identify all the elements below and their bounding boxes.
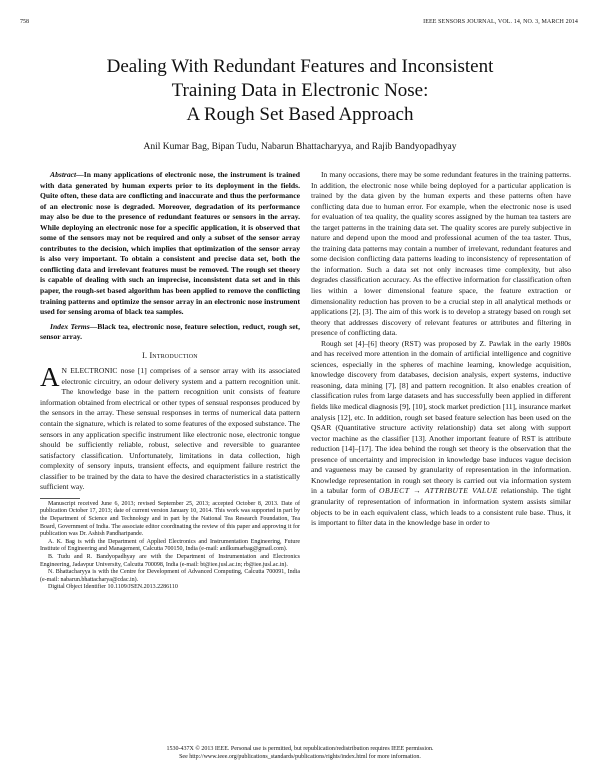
right-column [311,170,571,529]
footnote-author-bhattacharyya: N. Bhattacharyya is with the Centre for Development of Advanced Computing, Calcutta 700091, India (e-mail: nabarun.bhattacharya@cdac.in). [40,569,300,583]
intro-paragraph [40,362,300,493]
page-number: 758 [20,19,29,25]
section-number: I. [142,350,148,360]
paper-title [30,55,570,127]
abstract [40,170,300,318]
footnote-author-bag: A. K. Bag is with the Department of Applied Electronics and Instrumentation Engineering, Future Institute of Engineering and Management, Calcutta 700150, India (e-mail: anilkumarbag@gmail.com). [40,538,300,553]
rst-text-start: Rough set [4]–[6] theory (RST) was proposed by Z. Pawlak in the early 1980s and has received more attention in the domain of artificial intelligence and cognitive sciences, especially in the spheres of machine learning, knowledge acquisition, knowledge discovery from databases, decision analysis, expert systems, inductive reasoning, data mining [7], [8] and pattern recognition. It also enables creation of classification rules from large datasets and has successfully been applied in different fields like medical diagnosis [9], [10], stock market prediction [11], insurance market analysis [12], etc. In addition, rough set based feature selection has been used on the QSAR (Quantitative structure activity relationship) data set along with support vector machine as the classifier [13]. Another important feature of RST is attribute reduction [14]–[17]. The idea behind the rough set theory is the observation that the presence of uncertainty and imprecision in knowledge base induces vague decision and vagueness may be caused by granularity of representation in the information. Knowledge representation in rough set theory is carried out via information system in a tabular form of [311,338,571,496]
title-line-2: Training Data in Electronic Nose: [171,80,429,101]
abstract-label: Abstract— [50,170,84,179]
right-paragraph-1: In many occasions, there may be some redundant features in the training patterns. In addition, the electronic nose while being deployed for a particular application is trained by the data given by the human experts and these patterns often have conflicting data due to human error. For example, when the electronic nose is used for evaluation of tea quality, the quality scores assigned by the human tea tasters are the target patterns in the training data set. The quality scores are purely subjective in nature and depend upon the mood and professional acumen of the tea taster. Thus, the training data patterns may contain a number of irrelevant, redundant features and some decision conflicting data patterns leading to inconsistency of representation of the information. Such a data set not only increases time complexity, but also degrades classification accuracy. As the effective information for classification often lies within a lower dimensional feature space, the feature extraction or dimensionality reduction has proven to be a crucial step in all analytical methods or applications [2], [3]. The aim of this work is to develop a strategy based on rough set theory that addresses discovery of relevant features or attributes and filtering in presence of conflicting data. [311,170,571,338]
left-column [40,170,300,592]
title-line-3: A Rough Set Based Approach [186,104,414,125]
section-heading-introduction [40,351,300,362]
footnote-rule [40,498,80,499]
right-paragraph-2 [311,339,571,529]
author-list: Anil Kumar Bag, Bipan Tudu, Nabarun Bhattacharyya, and Rajib Bandyopadhyay [143,142,457,152]
index-terms-label: Index Terms— [50,321,98,331]
math-term: OBJECT → ATTRIBUTE VALUE [379,486,498,496]
rst-text-end: relationship. The tight granularity of representation of information in information system assists similar objects to be in each equivalent class, which leads to a consistent rule base. Thus, it is important to filter data in the knowledge base in order to [311,486,571,528]
drop-cap: A [40,362,60,393]
intro-lead: N ELECTRONIC [61,366,118,376]
footnote-doi: Digital Object Identifier 10.1109/JSEN.2013.2286110 [48,584,178,591]
footnotes [40,498,300,592]
footer-line-2: See http://www.ieee.org/publications_standards/publications/rights/index.html for more information. [179,754,421,760]
copyright-footer [0,745,600,761]
abstract-text: In many applications of electronic nose, the instrument is trained with data generated by human experts prior to its deployment in the fields. Quite often, these data are conflicting and inaccurate and thus the performance of an electronic nose is degraded. Moreover, degradation of its performance may also be due to the presence of redundant features or sensors in the array. While deploying an electronic nose for a specific application, it is observed that some of the sensors may not be required and only a subset of the sensor array contributes to the decision, which implies that optimization of the sensor array is also very important. To obtain a consistent and precise data set, both the conflicting data and irrelevant features must be removed. The rough set theory is capable of dealing with such an imprecise, inconsistent data set and in this paper, the rough-set based algorithm has been applied to remove the conflicting training patterns and optimize the sensor array in an electronic nose instrument used for sensing aroma of black tea samples. [40,170,300,317]
index-terms-text: Black tea, electronic nose, feature selection, reduct, rough set, sensor array. [40,321,300,342]
title-line-1: Dealing With Redundant Features and Inconsistent [106,56,494,77]
intro-text: nose [1] comprises of a sensor array with its associated electronic circuitry, an odour delivery system and a pattern recognition unit. The knowledge base in the pattern recognition unit consists of feature information obtained from electrical or other types of sensual responses produced by the sensors in the array. These sensual responses in terms of numerical data pattern contain the signature, which is related to some features of the exposed substance. The sensors in any application specific instrument like electronic nose, electronic tongue should be sufficiently reliable, robust, selective and reversible to guarantee satisfactory classification. Unfortunately, limitations in data collection, high complexity of sensory inputs, transient effects, and equipment failure restrict the classifier to be trained by the data to have the desired characteristics in a statistically sufficient way. [40,366,300,492]
footnote-author-tudu: B. Tudu and R. Bandyopadhyay are with the Department of Instrumentation and Electronics Engineering, Jadavpur University, Calcutta 700098, India (e-mail: bt@iee.jusl.ac.in; rb@iee.jusl.ac.in). [40,554,300,568]
index-terms [40,322,300,343]
footer-line-1: 1530-437X © 2013 IEEE. Personal use is permitted, but republication/redistribution requires IEEE permission. [166,746,434,752]
footnote-manuscript: Manuscript received June 6, 2013; revised September 25, 2013; accepted October 8, 2013. Date of publication October 17, 2013; date of current version January 10, 2014. This work was supported in part by the Department of Science and Technology and in part by the National Tea Research Foundation, Tea Board, Government of India. The associate editor coordinating the review of this paper and approving it for publication was Dr. Ashish Pandharipande. [40,500,300,538]
running-header: IEEE SENSORS JOURNAL, VOL. 14, NO. 3, MARCH 2014 [423,19,578,25]
section-title: Introduction [149,350,198,360]
